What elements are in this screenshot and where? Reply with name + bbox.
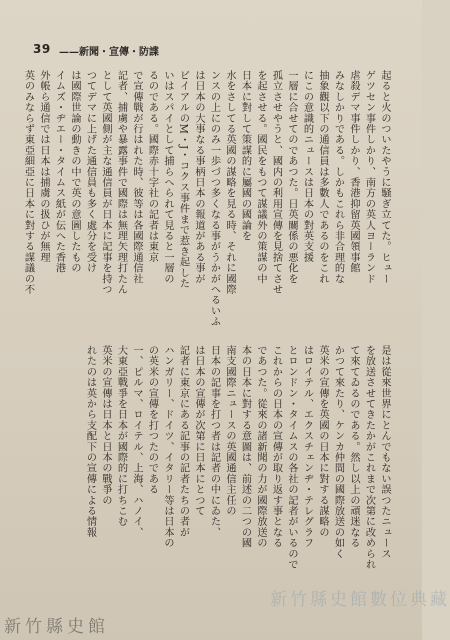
text-line: 日本の記事を打つ者は記者の中にゐた、	[208, 345, 220, 538]
text-line: 抽象觀以下の通信員は多數人であるのをこれ	[317, 70, 328, 284]
text-line: イムズ・ヂエー・タイムス紙が伝へた香港	[53, 70, 65, 274]
text-column-top	[22, 70, 392, 340]
text-line: 大東亞戰爭を日本が國際的に打ちこむ	[115, 345, 127, 527]
text-line: は日本の宣傳が次第に日本にとつて	[193, 345, 204, 517]
text-line: 記者に東京にある記事の記者たちの者が	[177, 345, 189, 538]
watermark-stamp: 新竹縣史館數位典藏	[270, 590, 450, 610]
text-line: を放送させてきたかがこれまで次第に改められ	[363, 345, 375, 570]
text-line: 本の日本に對する意圖は、前述の二つの國	[239, 345, 251, 549]
text-line: るのである。國際赤十字社の記者は東京	[146, 70, 158, 263]
text-line: 起ると火のついたやうに騒ぎ立てた。ヒュー	[379, 70, 390, 284]
text-line: ビイアルのM・J・コクス事件まで惹き起した	[177, 70, 189, 289]
archive-watermark: 新竹縣史館	[4, 617, 109, 637]
text-line: 外帳ら通信では日本は捕虜の扱ひが無理	[38, 70, 49, 263]
text-line: 英米の宣傳を英國の日本に對する謀略の	[317, 345, 328, 538]
text-line: はロイテル、エクスチェンヂ・テレグラフ	[301, 345, 313, 549]
text-line: として英國側が主な通信員が日本に記事を持つ	[100, 70, 111, 295]
text-line: ンスの上にのみ一歩づつ多くなる事がうかがへるいふ	[208, 70, 220, 327]
text-column-bottom	[32, 345, 392, 615]
text-line: かつて來たり、ケンカ仲間の國際放送の如く	[332, 345, 344, 559]
text-line: つてデマに上げた通信員も多く處分を受け	[84, 70, 96, 274]
text-line: れたのは英から支配下の宣傳による情報	[84, 345, 96, 538]
text-line: は日本の大事なる事柄日本の報道がある事が	[193, 70, 204, 284]
text-line: 虐殺デマ事件しかり、香港抑留英國領事館	[348, 70, 359, 274]
page-header	[33, 42, 393, 58]
text-line: いはスパイとして捕らへられて見ると一層の	[162, 70, 173, 284]
text-line: 日本に對して策謀的に屬國の國論を	[239, 70, 251, 242]
text-line: これからの日本の宣傳が取り返す事となる	[270, 345, 282, 549]
text-line: 南支國際ニュースの英國通信主任の	[224, 345, 235, 517]
text-line: 一層に合せてのであつた。日英關係の悪化を	[286, 70, 297, 284]
text-line: 一、ピルマ、ロイテル、上海、ハノイ、	[131, 345, 142, 538]
text-line: みなしかりである。しかもこれら非合理的な	[332, 70, 344, 284]
text-line: の英米の宣傳を打つたのである	[146, 345, 158, 495]
text-line: にこの意識的ニュースは日本の對英支援	[301, 70, 313, 263]
text-line: は國際世論の動きの中で英の意圖したもの	[69, 70, 80, 274]
text-line: を起させる。國民をもつて謀議外の策謀の中	[255, 70, 266, 284]
text-line: 記者、捕虜や暴露事件で國際は無理矢理打たん	[115, 70, 127, 295]
text-line: であつた。從來の諸新聞の力が國際放送の	[255, 345, 266, 549]
text-line: ゲツセン事件しかり、南方の英人ヨーランド	[363, 70, 375, 284]
page-number: 39	[33, 42, 51, 56]
text-line: 是は從來世界にとんでもない誤つたニュース	[379, 345, 390, 559]
text-line: 孤立させやうと、國内の利用宣傳を見捨てさせ	[270, 70, 282, 295]
text-line: 英のみならず東亞細亞に日本に對する謀議の不	[22, 70, 34, 295]
text-line: ハンガリー、ドイツ、イタリー等は日本の	[162, 345, 173, 549]
text-line: 水をさしてる英國の謀略を見る時、それに國際	[224, 70, 235, 295]
text-line: で宣傳戰が行はれた時、彼等は各國際通信社	[131, 70, 142, 284]
text-line: 英米の宣傳は日本と日本の戰爭の	[100, 345, 111, 506]
text-line: とロンドン・タイムスの各社の記者がいるので	[286, 345, 297, 570]
running-title: ——新聞・宣傳・防諜	[59, 47, 159, 58]
text-line: て來てゐるのである。然し以上の頑迷なる	[348, 345, 359, 549]
